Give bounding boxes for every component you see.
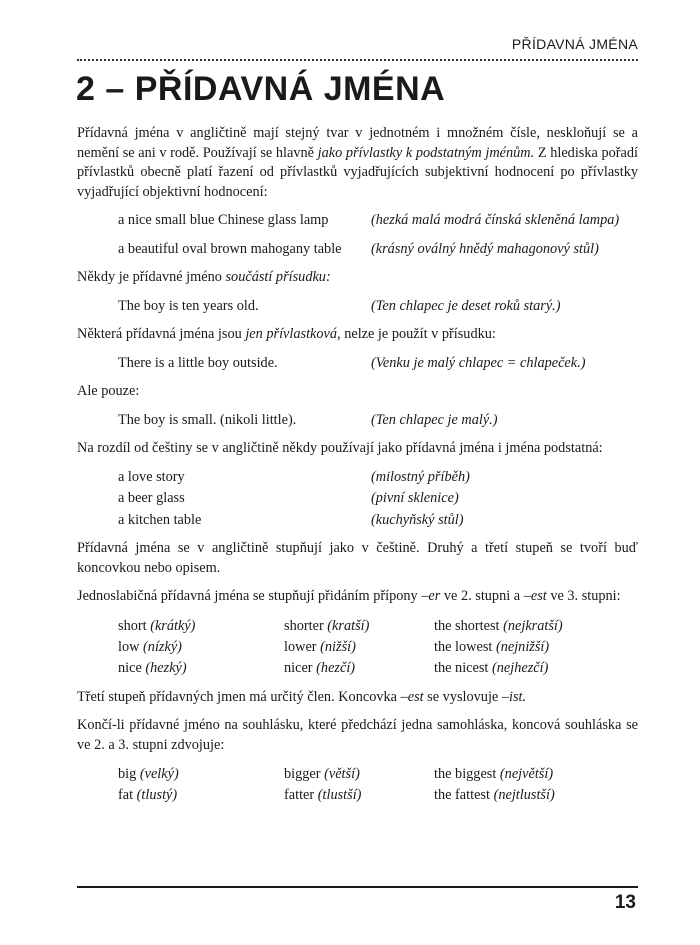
emphasis: součástí přísudku: <box>225 269 331 285</box>
example-czech: (Venku je malý chlapec = chlapeček.) <box>371 354 586 371</box>
attributive-paragraph: Některá přídavná jména jsou jen přívlastková, nelze je použít v přísudku: <box>77 326 496 342</box>
example-czech: (Ten chlapec je deset roků starý.) <box>371 297 561 314</box>
intro-paragraph: Přídavná jména v angličtině mají stejný tvar v jednotném i množném čísle, neskloňují se a nemění se ani v rodě. Používají se hlavně jako přívlastky k podstatným jménům. Z hlediska pořadí přívlastků obecně platí řazení od přívlastků vyjadřujících subjektivní hodnocení po přívlastky vyjadřující objektivní hodnocení: <box>77 125 638 200</box>
example-czech: (milostný příběh) <box>371 468 470 485</box>
example-row <box>118 240 638 260</box>
predicate-paragraph: Někdy je přídavné jméno součástí přísudku: <box>77 269 331 285</box>
doubling-table <box>118 764 638 806</box>
example-english: a beautiful oval brown mahogany table <box>118 240 342 257</box>
example-czech: (krásný oválný hnědý mahagonový stůl) <box>371 240 599 257</box>
example-row <box>118 211 638 231</box>
table-row: low (nízký) lower (nižší) the lowest (nejnižší) <box>118 638 550 655</box>
page-body <box>77 124 638 815</box>
example-row <box>118 468 638 488</box>
example-row <box>118 354 638 374</box>
example-row <box>118 297 638 317</box>
header-dotted-divider <box>77 59 638 61</box>
emphasis: jako přívlastky k podstatným jménům. <box>317 144 535 161</box>
chapter-title: 2 – PŘÍDAVNÁ JMÉNA <box>76 70 446 108</box>
comparison-paragraph: Přídavná jména se v angličtině stupňují jako v češtině. Druhý a třetí stupeň se tvoří buď koncovkou nebo opisem. <box>77 540 638 576</box>
table-row: fat (tlustý) fatter (tlustší) the fattest (nejtlustší) <box>118 787 555 803</box>
running-header: PŘÍDAVNÁ JMÉNA <box>511 36 638 52</box>
example-czech: (hezká malá modrá čínská skleněná lampa) <box>371 212 620 228</box>
emphasis: jen přívlastková, <box>245 326 341 342</box>
example-english: The boy is ten years old. <box>118 297 259 314</box>
example-english: The boy is small. (nikoli little). <box>118 411 297 428</box>
example-row <box>118 489 638 509</box>
table-row: short (krátký) shorter (kratší) the shortest (nejkratší) <box>118 617 563 634</box>
noun-adjective-paragraph: Na rozdíl od češtiny se v angličtině někdy používají jako přídavná jména i jména podstatná: <box>77 440 603 456</box>
example-english: a kitchen table <box>118 511 202 528</box>
example-czech: (pivní sklenice) <box>371 490 459 506</box>
example-row <box>118 511 638 531</box>
ale-pouze-paragraph: Ale pouze: <box>77 383 140 399</box>
example-row <box>118 411 638 431</box>
example-english: a beer glass <box>118 490 185 506</box>
table-row: nice (hezký) nicer (hezčí) the nicest (nejhezčí) <box>118 659 549 676</box>
table-row: big (velký) bigger (větší) the biggest (největší) <box>118 766 554 782</box>
example-english: a nice small blue Chinese glass lamp <box>118 212 329 228</box>
example-english: a love story <box>118 468 185 485</box>
example-english: There is a little boy outside. <box>118 354 278 371</box>
example-czech: (Ten chlapec je malý.) <box>371 411 498 428</box>
footer-divider <box>77 886 638 888</box>
example-czech: (kuchyňský stůl) <box>371 511 464 528</box>
page-number: 13 <box>614 892 636 913</box>
doubling-paragraph: Končí-li přídavné jméno na souhlásku, které předchází jedna samohláska, koncová souhláska se ve 2. a 3. stupni zdvojuje: <box>77 717 638 753</box>
monosyllabic-paragraph: Jednoslabičná přídavná jména se stupňují přidáním přípony –er ve 2. stupni a –est ve 3. stupni: <box>77 588 621 604</box>
comparison-table <box>118 616 638 679</box>
article-paragraph: Třetí stupeň přídavných jmen má určitý člen. Koncovka –est se vyslovuje –ist. <box>77 688 527 705</box>
